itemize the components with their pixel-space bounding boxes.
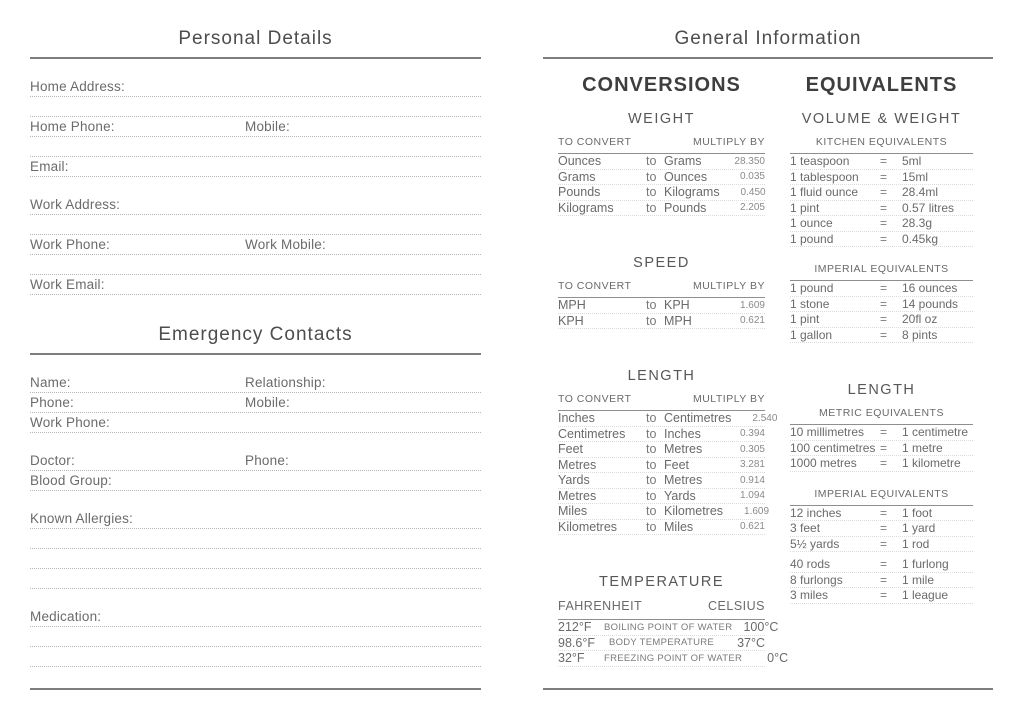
equivalence-row — [790, 537, 973, 553]
equivalents-subsection — [790, 488, 973, 604]
equivalents-column — [790, 75, 973, 667]
multiply-factor: 2.540 — [752, 412, 778, 424]
equivalence-left: 5½ yards — [790, 536, 840, 551]
equivalence-right: 28.3g — [902, 216, 933, 231]
equivalence-right: 0.57 litres — [902, 200, 955, 215]
equivalence-row-group — [790, 557, 973, 604]
multiply-factor: 28.350 — [734, 155, 765, 167]
table-header — [558, 136, 765, 153]
equivalents-subsection — [790, 263, 973, 343]
equivalence-row — [790, 281, 973, 297]
conversion-row — [558, 473, 765, 489]
fahrenheit-value: 98.6°F — [558, 635, 595, 650]
equivalence-left: 1 teaspoon — [790, 154, 850, 169]
from-unit: Ounces — [558, 154, 602, 169]
to-unit: Metres — [664, 442, 703, 457]
multiply-factor: 0.305 — [739, 443, 765, 455]
equivalents-subsection — [790, 136, 973, 247]
page-bottom-rule — [543, 688, 993, 690]
field-row — [30, 393, 481, 413]
field-label: Work Address: — [30, 197, 121, 212]
from-unit: Metres — [558, 457, 597, 472]
equivalence-left: 10 millimetres — [790, 425, 865, 440]
blank-line — [30, 137, 481, 157]
blank-line — [30, 215, 481, 235]
field-label-right: Mobile: — [245, 395, 290, 410]
equivalence-row-group — [790, 281, 973, 343]
equivalence-left: 1 stone — [790, 296, 830, 311]
equivalence-left: 1000 metres — [790, 456, 857, 471]
equivalence-right: 8 pints — [902, 327, 938, 342]
equivalence-left: 1 tablespoon — [790, 169, 859, 184]
field-row — [30, 117, 481, 137]
subsection-title: KITCHEN EQUIVALENTS — [815, 136, 948, 148]
equals-sign: = — [880, 557, 888, 572]
equivalence-left: 100 centimetres — [790, 440, 876, 455]
from-unit: Metres — [558, 488, 597, 503]
multiply-factor: 1.609 — [739, 299, 765, 311]
equivalence-row-group — [790, 425, 973, 472]
equivalence-row — [790, 232, 973, 248]
equivalents-group — [790, 110, 973, 343]
multiply-factor: 0.394 — [739, 428, 765, 440]
from-unit: Grams — [558, 169, 596, 184]
conversion-row — [558, 298, 765, 314]
conversions-column — [558, 74, 789, 667]
field-label: Work Phone: — [30, 237, 110, 252]
equivalence-right: 1 centimetre — [902, 425, 969, 440]
equals-sign: = — [880, 296, 888, 311]
field-label-right: Relationship: — [245, 375, 326, 390]
table-rows — [558, 154, 765, 216]
equivalence-row — [790, 297, 973, 313]
to-word: to — [646, 185, 657, 200]
column-header-multiply-by: MULTIPLY BY — [692, 136, 765, 148]
from-unit: Kilograms — [558, 200, 614, 215]
equivalence-left: 3 feet — [790, 521, 821, 536]
temperature-row — [558, 651, 789, 667]
section-title-emergency-contacts: Emergency Contacts — [158, 324, 353, 345]
temperature-rows — [558, 620, 789, 667]
personal-fields — [30, 77, 481, 295]
page-bottom-rule — [30, 688, 481, 690]
temperature-description: FREEZING POINT OF WATER — [604, 652, 743, 664]
equivalence-right: 5ml — [902, 154, 922, 169]
blank-line — [30, 549, 481, 569]
field-label: Doctor: — [30, 453, 75, 468]
to-unit: Kilometres — [664, 504, 724, 519]
equivalence-right: 1 league — [902, 588, 949, 603]
personal-details-page — [30, 0, 481, 722]
subsection-rows — [790, 425, 973, 472]
equivalents-groups — [790, 110, 973, 604]
to-word: to — [646, 426, 657, 441]
equivalence-row — [790, 456, 973, 472]
multiply-factor: 0.450 — [740, 186, 766, 198]
conversion-row — [558, 458, 765, 474]
equivalence-right: 16 ounces — [902, 281, 958, 296]
celsius-value: 37°C — [737, 635, 765, 650]
equivalence-right: 1 metre — [902, 440, 943, 455]
equals-sign: = — [880, 456, 888, 471]
equivalence-left: 1 pint — [790, 312, 820, 327]
to-unit: Metres — [664, 473, 703, 488]
equivalence-row — [790, 425, 973, 441]
equivalence-row — [790, 328, 973, 344]
equivalence-row — [790, 557, 973, 573]
equivalents-subsection — [790, 407, 973, 472]
conversion-row — [558, 411, 778, 427]
to-word: to — [646, 457, 657, 472]
from-unit: KPH — [558, 313, 584, 328]
to-unit: MPH — [664, 313, 692, 328]
subsection-rows — [790, 506, 973, 604]
info-columns — [543, 75, 993, 667]
to-word: to — [646, 298, 657, 313]
emergency-fields — [30, 373, 481, 667]
equivalence-left: 1 pound — [790, 281, 834, 296]
field-label: Phone: — [30, 395, 74, 410]
group-subsections — [790, 407, 973, 604]
temperature-header — [558, 599, 765, 619]
subsection-title: IMPERIAL EQUIVALENTS — [814, 487, 949, 500]
to-unit: Pounds — [664, 200, 707, 215]
field-row — [30, 77, 481, 97]
blank-line — [30, 627, 481, 647]
column-header-to-convert: TO CONVERT — [558, 393, 632, 405]
equals-sign: = — [880, 327, 888, 342]
from-unit: Miles — [558, 504, 588, 519]
fahrenheit-value: 212°F — [558, 620, 592, 635]
to-unit: Inches — [664, 426, 701, 441]
temperature-table — [558, 573, 789, 667]
subsection-rows — [790, 281, 973, 343]
temperature-description: BOILING POINT OF WATER — [604, 621, 733, 633]
to-word: to — [646, 519, 657, 534]
equivalence-row — [790, 312, 973, 328]
equals-sign: = — [880, 425, 888, 440]
field-label: Email: — [30, 159, 69, 174]
equivalence-row-group — [790, 154, 973, 247]
table-title: WEIGHT — [628, 111, 695, 127]
equals-sign: = — [880, 169, 888, 184]
to-word: to — [646, 313, 657, 328]
subsection-title: IMPERIAL EQUIVALENTS — [814, 263, 949, 275]
to-word: to — [646, 504, 657, 519]
field-row — [30, 509, 481, 529]
multiply-factor: 3.281 — [739, 459, 765, 471]
table-header — [558, 393, 765, 410]
from-unit: Pounds — [558, 185, 601, 200]
blank-line — [30, 97, 481, 117]
to-unit: KPH — [664, 298, 690, 313]
temperature-row — [558, 636, 765, 652]
to-unit: Grams — [664, 154, 702, 169]
general-information-page — [543, 0, 993, 722]
equivalence-row — [790, 573, 973, 589]
conversion-tables — [558, 110, 778, 535]
from-unit: Inches — [558, 411, 595, 426]
to-unit: Kilograms — [664, 185, 720, 200]
equivalence-right: 1 rod — [902, 536, 930, 551]
conversion-row — [558, 489, 765, 505]
to-word: to — [646, 411, 657, 426]
field-label: Blood Group: — [30, 473, 112, 488]
equivalence-right: 1 yard — [902, 521, 936, 536]
conversion-table — [558, 110, 765, 216]
celsius-value: 100°C — [743, 620, 779, 635]
to-unit: Ounces — [664, 169, 708, 184]
equivalence-right: 20fl oz — [902, 312, 938, 327]
equivalence-row — [790, 216, 973, 232]
equivalence-left: 1 gallon — [790, 327, 833, 342]
equals-sign: = — [880, 154, 888, 169]
multiply-factor: 0.035 — [739, 171, 765, 183]
to-unit: Centimetres — [664, 411, 732, 426]
column-header-to-convert: TO CONVERT — [558, 136, 632, 148]
equivalence-left: 1 pint — [790, 200, 820, 215]
page-title-personal-details: Personal Details — [178, 28, 333, 49]
temperature-description: BODY TEMPERATURE — [608, 637, 715, 649]
equivalence-row — [790, 185, 973, 201]
equals-sign: = — [880, 536, 888, 551]
from-unit: Centimetres — [558, 426, 626, 441]
conversion-row — [558, 314, 765, 330]
conversions-heading: CONVERSIONS — [582, 74, 741, 96]
group-title: LENGTH — [847, 382, 916, 398]
equivalence-row — [790, 441, 973, 457]
field-row — [30, 451, 481, 471]
equivalence-row-group — [790, 506, 973, 553]
table-rows — [558, 298, 765, 329]
equals-sign: = — [880, 440, 888, 455]
temperature-row — [558, 620, 779, 636]
equivalents-heading: EQUIVALENTS — [805, 74, 958, 96]
to-word: to — [646, 442, 657, 457]
multiply-factor: 1.609 — [744, 505, 770, 517]
field-label: Work Phone: — [30, 415, 110, 430]
field-label: Medication: — [30, 609, 102, 624]
field-label-right: Phone: — [245, 453, 289, 468]
from-unit: Yards — [558, 473, 590, 488]
field-label-right: Work Mobile: — [245, 237, 326, 252]
field-row — [30, 235, 481, 255]
equivalence-right: 0.45kg — [902, 231, 939, 246]
equivalence-left: 1 pound — [790, 231, 834, 246]
table-title: LENGTH — [627, 368, 696, 384]
column-header-to-convert: TO CONVERT — [558, 280, 632, 292]
conversion-table — [558, 367, 778, 535]
equivalence-row — [790, 506, 973, 522]
multiply-factor: 0.621 — [739, 315, 765, 327]
equivalence-right: 28.4ml — [902, 185, 939, 200]
table-header — [558, 280, 765, 297]
column-header-multiply-by: MULTIPLY BY — [692, 280, 765, 292]
to-word: to — [646, 200, 657, 215]
to-word: to — [646, 169, 657, 184]
field-row — [30, 607, 481, 627]
field-row — [30, 471, 481, 491]
to-unit: Feet — [664, 457, 690, 472]
column-header-fahrenheit: FAHRENHEIT — [558, 599, 643, 613]
column-header-multiply-by: MULTIPLY BY — [692, 393, 765, 405]
equivalence-right: 1 furlong — [902, 557, 949, 572]
field-row — [30, 373, 481, 393]
conversion-row — [558, 201, 765, 217]
blank-line — [30, 647, 481, 667]
conversion-row — [558, 427, 765, 443]
equals-sign: = — [880, 216, 888, 231]
equivalence-right: 1 kilometre — [902, 456, 961, 471]
field-row — [30, 413, 481, 433]
equals-sign: = — [880, 185, 888, 200]
conversion-table — [558, 254, 765, 329]
equals-sign: = — [880, 281, 888, 296]
field-label: Name: — [30, 375, 71, 390]
field-label-right: Mobile: — [245, 119, 290, 134]
column-header-celsius: CELSIUS — [708, 599, 765, 613]
field-label: Home Phone: — [30, 119, 115, 134]
multiply-factor: 1.094 — [739, 490, 765, 502]
equivalence-left: 1 fluid ounce — [790, 185, 859, 200]
celsius-value: 0°C — [767, 651, 789, 666]
blank-line — [30, 529, 481, 549]
equivalence-row — [790, 154, 973, 170]
group-title: VOLUME & WEIGHT — [801, 111, 962, 127]
equivalence-left: 40 rods — [790, 557, 831, 572]
title-underline — [30, 353, 481, 355]
to-word: to — [646, 154, 657, 169]
title-underline — [30, 57, 481, 59]
blank-line — [30, 569, 481, 589]
from-unit: MPH — [558, 298, 586, 313]
equals-sign: = — [880, 521, 888, 536]
equivalence-left: 12 inches — [790, 505, 842, 520]
to-unit: Miles — [664, 519, 694, 534]
subsection-rows — [790, 154, 973, 247]
conversion-row — [558, 504, 770, 520]
conversion-row — [558, 154, 765, 170]
page-title-general-information: General Information — [674, 28, 862, 49]
equals-sign: = — [880, 588, 888, 603]
conversion-row — [558, 442, 765, 458]
equals-sign: = — [880, 200, 888, 215]
field-row — [30, 275, 481, 295]
fahrenheit-value: 32°F — [558, 651, 585, 666]
table-rows — [558, 411, 778, 535]
title-underline — [543, 57, 993, 59]
equivalence-right: 1 foot — [902, 505, 933, 520]
to-unit: Yards — [664, 488, 696, 503]
equivalence-left: 1 ounce — [790, 216, 833, 231]
equivalents-group — [790, 381, 973, 604]
equivalence-row — [790, 201, 973, 217]
equivalence-left: 8 furlongs — [790, 572, 843, 587]
equals-sign: = — [880, 231, 888, 246]
group-subsections — [790, 136, 973, 343]
equals-sign: = — [880, 312, 888, 327]
conversion-row — [558, 170, 765, 186]
equivalence-right: 1 mile — [902, 572, 935, 587]
equivalence-row — [790, 588, 973, 604]
equivalence-row — [790, 521, 973, 537]
conversion-row — [558, 520, 765, 536]
field-label: Known Allergies: — [30, 511, 134, 526]
to-word: to — [646, 488, 657, 503]
equivalence-left: 3 miles — [790, 588, 829, 603]
equals-sign: = — [880, 572, 888, 587]
equals-sign: = — [880, 505, 888, 520]
multiply-factor: 0.914 — [739, 474, 765, 486]
field-label: Work Email: — [30, 277, 105, 292]
multiply-factor: 2.205 — [739, 202, 765, 214]
multiply-factor: 0.621 — [739, 521, 765, 533]
from-unit: Kilometres — [558, 519, 618, 534]
field-row — [30, 195, 481, 215]
field-row — [30, 157, 481, 177]
subsection-title: METRIC EQUIVALENTS — [819, 407, 944, 419]
table-title: SPEED — [633, 255, 690, 271]
equivalence-right: 14 pounds — [902, 296, 959, 311]
equivalence-right: 15ml — [902, 169, 929, 184]
table-title-temperature: TEMPERATURE — [599, 574, 724, 590]
from-unit: Feet — [558, 442, 584, 457]
to-word: to — [646, 473, 657, 488]
field-label: Home Address: — [30, 79, 125, 94]
conversion-row — [558, 185, 765, 201]
blank-line — [30, 255, 481, 275]
equivalence-row — [790, 170, 973, 186]
